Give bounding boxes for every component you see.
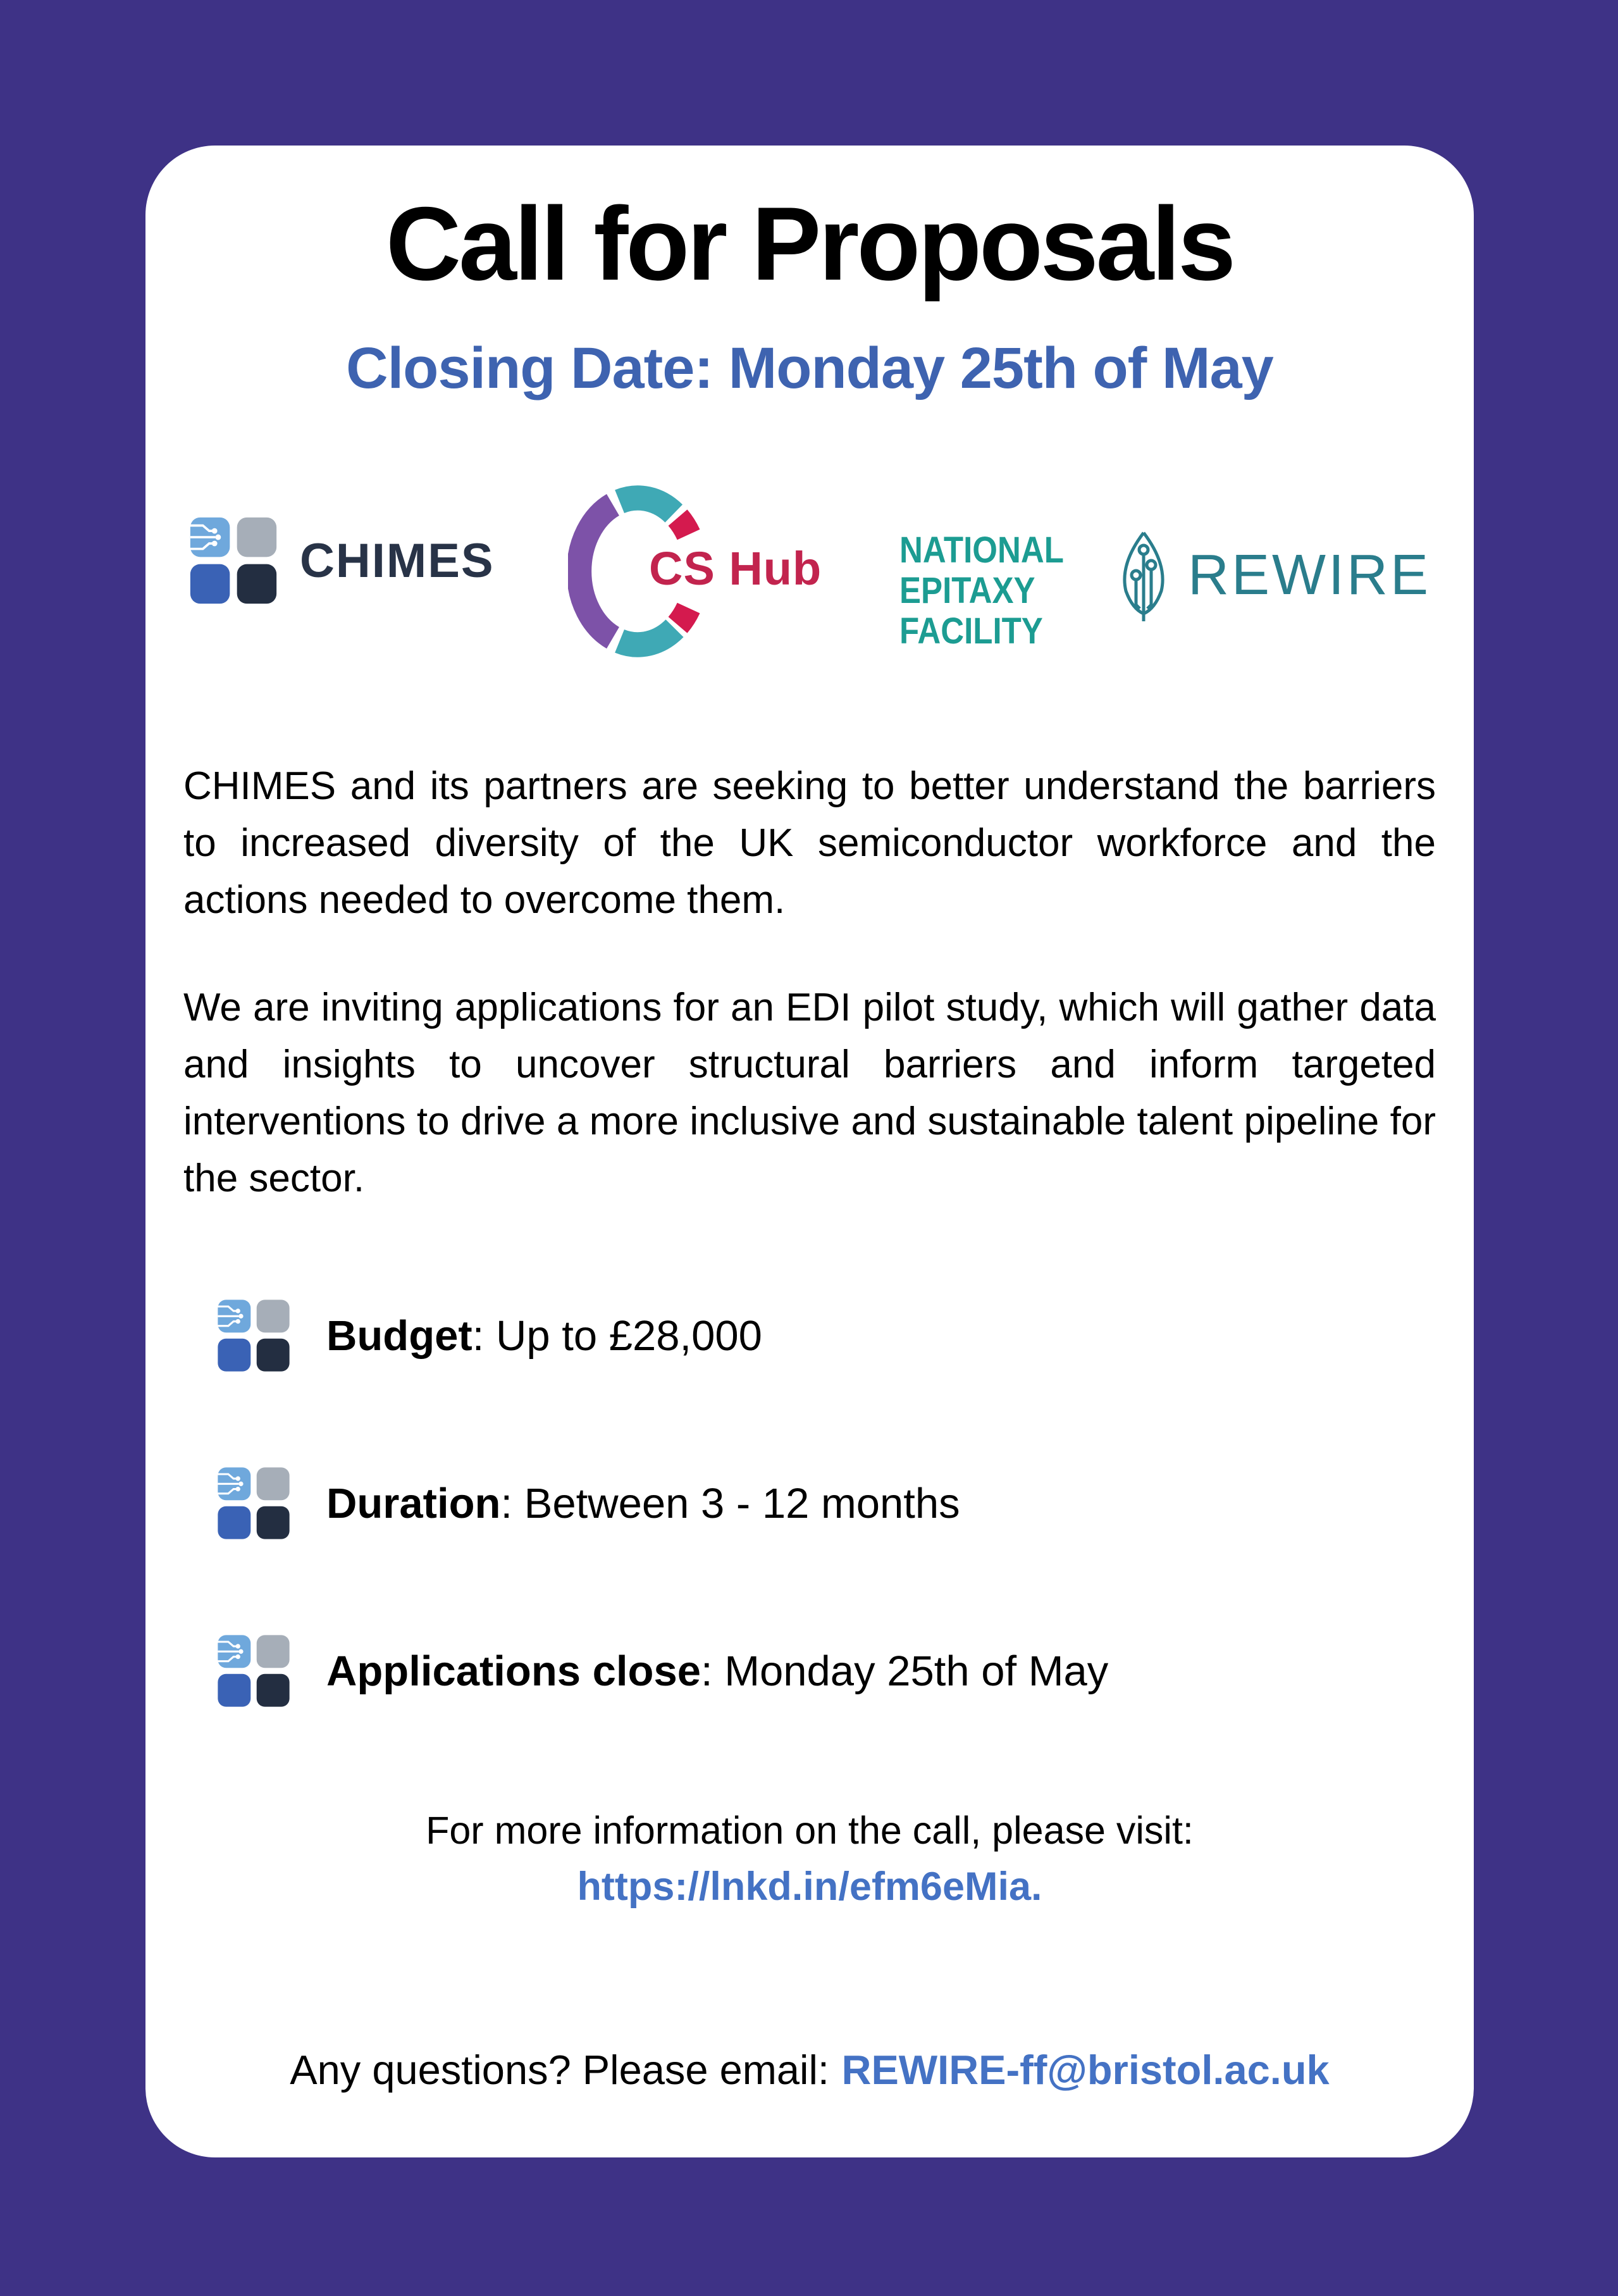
chimes-grid-icon	[216, 1466, 291, 1541]
chimes-logo	[188, 516, 495, 605]
rewire-logo-label: REWIRE	[1188, 543, 1431, 607]
cs-hub-logo	[568, 480, 840, 663]
national-epitaxy-facility-logo	[899, 530, 1086, 651]
poster-card	[145, 146, 1474, 2157]
chimes-grid-icon	[216, 1298, 291, 1373]
chimes-logo-label: CHIMES	[300, 533, 495, 588]
intro-paragraph: CHIMES and its partners are seeking to better understand the barriers to increased diversity of the UK semiconductor workforce and the actions needed to overcome them.	[183, 764, 1436, 922]
nef-logo-line2: EPITAXY	[899, 569, 1035, 611]
contact-question-text: Any questions? Please email:	[290, 2047, 829, 2093]
info-link[interactable]: https://lnkd.in/efm6eMia.	[577, 1865, 1042, 1909]
contact-email-link[interactable]: REWIRE-ff@bristol.ac.uk	[841, 2047, 1330, 2093]
duration-text: Duration: Between 3 - 12 months	[326, 1479, 960, 1527]
budget-text: Budget: Up to £28,000	[326, 1312, 762, 1360]
closing-date-subtitle: Closing Date: Monday 25th of May	[346, 336, 1273, 400]
contact-line	[145, 2046, 1474, 2094]
nef-logo-line1: NATIONAL	[899, 530, 1064, 571]
applications-close-text: Applications close: Monday 25th of May	[326, 1647, 1109, 1695]
cs-hub-logo-label: CS Hub	[649, 542, 822, 595]
rewire-logo	[1112, 519, 1431, 631]
rewire-leaf-icon	[1112, 519, 1175, 631]
page-title: Call for Proposals	[385, 185, 1233, 302]
chimes-grid-icon	[188, 516, 278, 605]
chimes-grid-icon	[216, 1634, 291, 1708]
budget-item	[216, 1298, 762, 1374]
invitation-paragraph: We are inviting applications for an EDI pilot study, which will gather data and insights to uncover structural barriers and inform targeted interventions to drive a more inclusive and sustainable talent pipeline for the sector.	[183, 986, 1436, 1200]
more-info-text: For more information on the call, please visit:	[426, 1809, 1194, 1852]
applications-close-item	[216, 1633, 1108, 1709]
nef-logo-line3: FACILITY	[899, 610, 1043, 652]
duration-item	[216, 1465, 960, 1541]
